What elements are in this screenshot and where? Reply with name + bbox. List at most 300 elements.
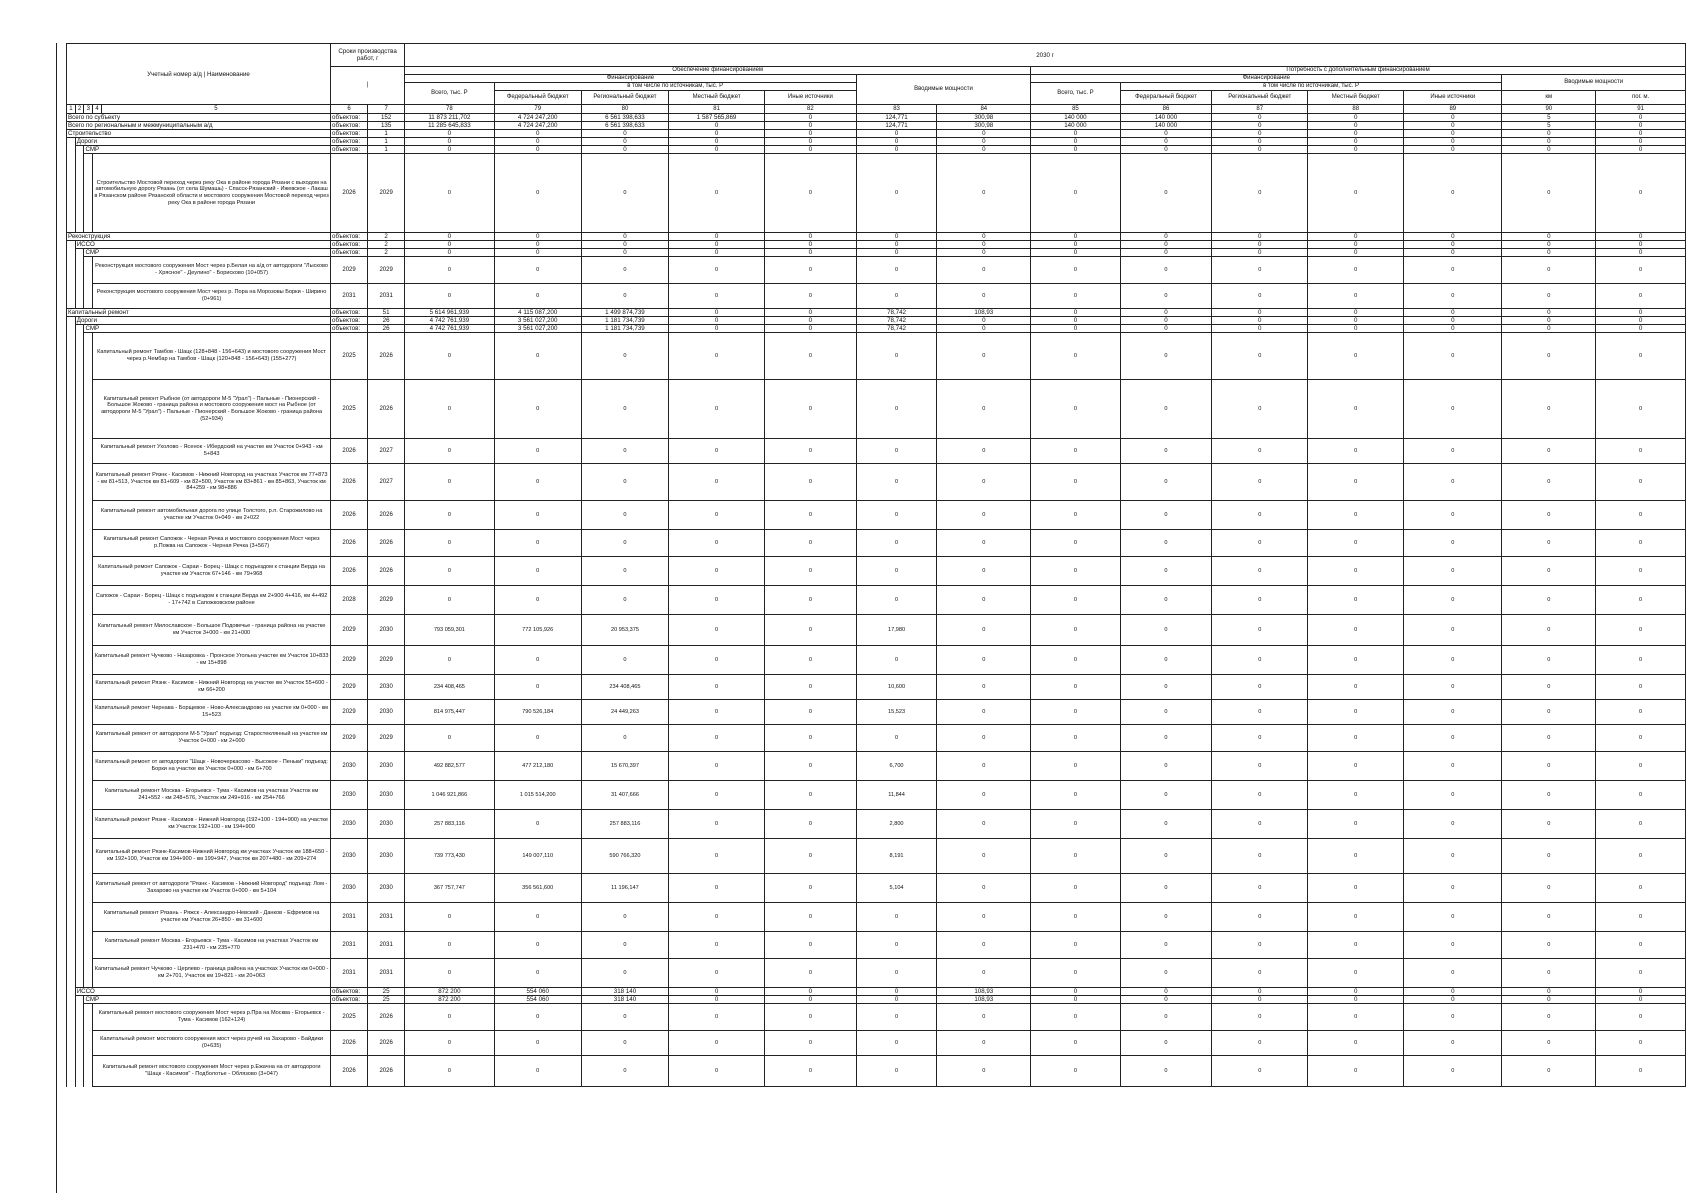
value-cell: 108,93 — [937, 988, 1031, 996]
colnum: 1 — [67, 105, 76, 114]
value-cell: 0 — [765, 903, 857, 932]
value-cell: 0 — [765, 839, 857, 874]
start-year: 2029 — [331, 646, 368, 675]
value-cell: 0 — [405, 249, 494, 257]
value-cell: 0 — [1031, 874, 1120, 903]
value-cell: 0 — [1120, 586, 1212, 615]
summary-label: Дороги — [75, 317, 330, 325]
end-year: 2030 — [368, 874, 405, 903]
value-cell: 0 — [669, 122, 765, 130]
value-cell: 0 — [937, 284, 1031, 309]
value-cell: 0 — [856, 959, 937, 988]
value-cell: 0 — [1120, 138, 1212, 146]
value-cell: 0 — [1120, 1031, 1212, 1056]
value-cell: 0 — [1212, 700, 1308, 725]
summary-label: СМР — [84, 996, 331, 1004]
indent-cell — [84, 675, 93, 700]
value-cell: 0 — [669, 752, 765, 781]
value-cell: 0 — [1308, 146, 1404, 154]
table-row — [67, 959, 1686, 988]
value-cell: 0 — [1031, 249, 1120, 257]
value-cell: 0 — [1031, 996, 1120, 1004]
indent-cell — [84, 154, 93, 233]
value-cell: 0 — [405, 959, 494, 988]
value-cell: 0 — [494, 586, 581, 615]
value-cell: 0 — [1308, 333, 1404, 380]
value-cell: 124,771 — [856, 122, 937, 130]
value-cell: 772 105,926 — [494, 615, 581, 646]
value-cell: 11,844 — [856, 781, 937, 810]
value-cell: 0 — [1502, 557, 1596, 586]
value-cell: 0 — [1031, 501, 1120, 530]
value-cell: 0 — [1031, 615, 1120, 646]
value-cell: 0 — [765, 615, 857, 646]
header-financing: Финансирование — [405, 75, 857, 83]
value-cell: 0 — [1212, 932, 1308, 959]
value-cell: 0 — [1212, 325, 1308, 333]
value-cell: 0 — [1502, 249, 1596, 257]
value-cell: 0 — [669, 810, 765, 839]
value-cell: 1 499 874,739 — [581, 309, 668, 317]
value-cell: 0 — [1212, 903, 1308, 932]
value-cell: 0 — [1502, 752, 1596, 781]
value-cell: 0 — [1212, 380, 1308, 439]
start-year: 2029 — [331, 615, 368, 646]
object-name: Реконструкция мостового сооружения Мост через р. Пора на Морозовы Борки - Ширино (0+961) — [93, 284, 331, 309]
value-cell: 0 — [405, 284, 494, 309]
summary-unit: объектов: — [331, 241, 368, 249]
indent-cell — [84, 781, 93, 810]
value-cell: 0 — [1212, 1004, 1308, 1031]
value-cell: 0 — [1404, 1056, 1502, 1087]
value-cell: 0 — [1502, 781, 1596, 810]
value-cell: 0 — [1502, 959, 1596, 988]
start-year: 2030 — [331, 810, 368, 839]
table-row — [67, 530, 1686, 557]
end-year: 2031 — [368, 959, 405, 988]
value-cell: 0 — [1596, 114, 1686, 122]
value-cell: 0 — [1120, 146, 1212, 154]
value-cell: 0 — [494, 439, 581, 464]
value-cell: 0 — [1120, 333, 1212, 380]
summary-row — [67, 233, 1686, 241]
value-cell: 0 — [494, 725, 581, 752]
value-cell: 0 — [405, 1031, 494, 1056]
value-cell: 0 — [1502, 154, 1596, 233]
value-cell: 0 — [1596, 1004, 1686, 1031]
value-cell: 0 — [1404, 325, 1502, 333]
value-cell: 0 — [1212, 615, 1308, 646]
value-cell: 0 — [1308, 138, 1404, 146]
start-year: 2029 — [331, 675, 368, 700]
value-cell: 0 — [581, 903, 668, 932]
colnum: 2 — [75, 105, 84, 114]
value-cell: 0 — [1596, 874, 1686, 903]
indent-cell — [75, 325, 84, 333]
header-provision: Обеспечение финансированием — [405, 67, 1031, 75]
value-cell: 0 — [669, 138, 765, 146]
object-name: Капитальный ремонт автомобильная дорога по улице Толстого, р.п. Старожилово на участке км Участок 0+049 - км 2+022 — [93, 501, 331, 530]
value-cell: 0 — [1120, 752, 1212, 781]
value-cell: 790 526,184 — [494, 700, 581, 725]
colnum: 81 — [669, 105, 765, 114]
value-cell: 0 — [1120, 1004, 1212, 1031]
indent-cell — [67, 333, 76, 380]
start-year: 2028 — [331, 586, 368, 615]
indent-cell — [75, 675, 84, 700]
value-cell: 0 — [1308, 932, 1404, 959]
indent-cell — [84, 725, 93, 752]
value-cell: 0 — [1308, 501, 1404, 530]
value-cell: 0 — [669, 874, 765, 903]
value-cell: 0 — [581, 380, 668, 439]
value-cell: 4 724 247,200 — [494, 114, 581, 122]
value-cell: 10,600 — [856, 675, 937, 700]
value-cell: 0 — [1031, 317, 1120, 325]
value-cell: 0 — [1404, 996, 1502, 1004]
header-financing-need: Финансирование — [1031, 75, 1502, 83]
indent-cell — [67, 959, 76, 988]
header-by-source: в том числе по источникам, тыс. Р — [494, 83, 856, 91]
object-name: Капитальный ремонт Рыбное (от автодороги М-5 "Урал") - Пальные - Пионерский - Большое Жоково - граница района и мостового сооружения мост на Рыбное (от автодороги М-5 "Урал") - Пальные - Пионерский - Большое Жоково - граница района (52+934) — [93, 380, 331, 439]
value-cell: 0 — [1031, 959, 1120, 988]
value-cell: 0 — [1502, 1004, 1596, 1031]
indent-cell — [75, 284, 84, 309]
indent-cell — [67, 586, 76, 615]
value-cell: 4 724 247,200 — [494, 122, 581, 130]
value-cell: 0 — [937, 675, 1031, 700]
value-cell: 0 — [1031, 241, 1120, 249]
value-cell: 11 196,147 — [581, 874, 668, 903]
indent-cell — [75, 257, 84, 284]
value-cell: 0 — [1404, 1004, 1502, 1031]
value-cell: 0 — [1031, 325, 1120, 333]
header-local: Местный бюджет — [669, 91, 765, 105]
summary-label: СМР — [84, 249, 331, 257]
value-cell: 0 — [1308, 988, 1404, 996]
value-cell: 0 — [1502, 988, 1596, 996]
summary-count: 1 — [368, 146, 405, 154]
value-cell: 0 — [1404, 130, 1502, 138]
colnum: 7 — [368, 105, 405, 114]
value-cell: 0 — [937, 530, 1031, 557]
end-year: 2031 — [368, 903, 405, 932]
value-cell: 0 — [494, 138, 581, 146]
value-cell: 0 — [1120, 557, 1212, 586]
indent-cell — [67, 464, 76, 501]
value-cell: 0 — [1212, 752, 1308, 781]
value-cell: 0 — [1120, 959, 1212, 988]
value-cell: 0 — [856, 903, 937, 932]
value-cell: 0 — [1308, 996, 1404, 1004]
value-cell: 0 — [669, 249, 765, 257]
value-cell: 0 — [1404, 501, 1502, 530]
indent-cell — [75, 530, 84, 557]
value-cell: 0 — [1308, 675, 1404, 700]
table-row — [67, 586, 1686, 615]
value-cell: 0 — [669, 317, 765, 325]
end-year: 2031 — [368, 284, 405, 309]
start-year: 2026 — [331, 439, 368, 464]
value-cell: 0 — [581, 257, 668, 284]
table-row — [67, 615, 1686, 646]
value-cell: 0 — [856, 1031, 937, 1056]
value-cell: 0 — [405, 380, 494, 439]
end-year: 2026 — [368, 557, 405, 586]
object-name: Строительство Мостовой переход через реку Ока в районе города Рязани с выходом на автомобильную дорогу Рязань (от села Шумашь) - Спасск-Рязанский - Ижевское - Лакаш в Рязанском районе Рязанской области и мостового сооружения Мостовой переход через реку Ока в районе города Рязани — [93, 154, 331, 233]
value-cell: 78,742 — [856, 317, 937, 325]
value-cell: 0 — [1404, 675, 1502, 700]
value-cell: 739 773,430 — [405, 839, 494, 874]
value-cell: 0 — [1596, 380, 1686, 439]
indent-cell — [75, 333, 84, 380]
table-row — [67, 1031, 1686, 1056]
indent-cell — [84, 810, 93, 839]
summary-label: ИССО — [75, 241, 330, 249]
value-cell: 0 — [1031, 1056, 1120, 1087]
value-cell: 0 — [1212, 1056, 1308, 1087]
value-cell: 0 — [494, 380, 581, 439]
value-cell: 0 — [765, 586, 857, 615]
indent-cell — [67, 839, 76, 874]
value-cell: 0 — [1212, 122, 1308, 130]
summary-label: СМР — [84, 325, 331, 333]
summary-count: 2 — [368, 241, 405, 249]
value-cell: 0 — [1212, 501, 1308, 530]
value-cell: 8,191 — [856, 839, 937, 874]
value-cell: 0 — [581, 284, 668, 309]
value-cell: 0 — [1031, 464, 1120, 501]
value-cell: 0 — [856, 501, 937, 530]
value-cell: 4 742 761,939 — [405, 325, 494, 333]
indent-cell — [67, 557, 76, 586]
object-name: Капитальный ремонт мостового сооружения мост через ручей на Захарово - Байдики (0+635) — [93, 1031, 331, 1056]
value-cell: 0 — [669, 1056, 765, 1087]
table-row — [67, 903, 1686, 932]
table-row — [67, 725, 1686, 752]
indent-cell — [75, 154, 84, 233]
colnum: 5 — [101, 105, 330, 114]
indent-cell — [84, 903, 93, 932]
value-cell: 0 — [765, 146, 857, 154]
value-cell: 0 — [1308, 249, 1404, 257]
value-cell: 0 — [1502, 1031, 1596, 1056]
value-cell: 0 — [1031, 586, 1120, 615]
value-cell: 0 — [1502, 325, 1596, 333]
object-name: Капитальный ремонт Рязань - Ряжск - Александро-Невский - Данков - Ефремов на участке км Участок 26+850 - км 31+600 — [93, 903, 331, 932]
value-cell: 5 — [1502, 122, 1596, 130]
value-cell: 0 — [405, 257, 494, 284]
value-cell: 0 — [1308, 1031, 1404, 1056]
value-cell: 0 — [856, 725, 937, 752]
summary-label: Капитальный ремонт — [67, 309, 331, 317]
value-cell: 0 — [1212, 146, 1308, 154]
summary-row — [67, 309, 1686, 317]
value-cell: 0 — [669, 1031, 765, 1056]
value-cell: 0 — [765, 988, 857, 996]
value-cell: 24 449,263 — [581, 700, 668, 725]
end-year: 2026 — [368, 530, 405, 557]
value-cell: 1 587 565,869 — [669, 114, 765, 122]
table-row — [67, 284, 1686, 309]
value-cell: 0 — [669, 257, 765, 284]
value-cell: 0 — [581, 1004, 668, 1031]
indent-cell — [75, 700, 84, 725]
value-cell: 0 — [1212, 114, 1308, 122]
value-cell: 0 — [494, 146, 581, 154]
value-cell: 0 — [1308, 874, 1404, 903]
value-cell: 0 — [1212, 154, 1308, 233]
value-cell: 0 — [856, 530, 937, 557]
value-cell: 0 — [669, 233, 765, 241]
header-regional-need: Региональный бюджет — [1212, 91, 1308, 105]
value-cell: 0 — [765, 154, 857, 233]
value-cell: 0 — [937, 752, 1031, 781]
value-cell: 0 — [1596, 988, 1686, 996]
colnum: 6 — [331, 105, 368, 114]
value-cell: 5 614 961,939 — [405, 309, 494, 317]
value-cell: 0 — [1404, 646, 1502, 675]
value-cell: 0 — [1308, 241, 1404, 249]
object-name: Капитальный ремонт от автодороги "Шацк - Новочеркасово - Высокое - Пеньки" подъезд: Борки на участке км Участок 0+000 - км 6+700 — [93, 752, 331, 781]
end-year: 2030 — [368, 781, 405, 810]
summary-count: 152 — [368, 114, 405, 122]
value-cell: 0 — [937, 839, 1031, 874]
summary-unit: объектов: — [331, 249, 368, 257]
value-cell: 0 — [669, 615, 765, 646]
object-name: Капитальный ремонт Сапожок - Сараи - Борец - Шацк с подъездом к станции Верда на участке км Участок 67+146 - км 79+968 — [93, 557, 331, 586]
value-cell: 0 — [1308, 839, 1404, 874]
value-cell: 0 — [494, 464, 581, 501]
value-cell: 0 — [1308, 530, 1404, 557]
end-year: 2030 — [368, 700, 405, 725]
value-cell: 0 — [1404, 752, 1502, 781]
value-cell: 0 — [1031, 839, 1120, 874]
summary-label: Всего по региональным и межмуниципальным а/д — [67, 122, 331, 130]
table-row — [67, 439, 1686, 464]
value-cell: 0 — [669, 241, 765, 249]
value-cell: 78,742 — [856, 325, 937, 333]
indent-cell — [75, 996, 84, 1004]
header-federal-need: Федеральный бюджет — [1120, 91, 1212, 105]
indent-cell — [84, 839, 93, 874]
value-cell: 0 — [1404, 959, 1502, 988]
header-inputs-need: Вводимые мощности — [1502, 75, 1686, 91]
summary-row — [67, 138, 1686, 146]
value-cell: 0 — [581, 501, 668, 530]
indent-cell — [67, 615, 76, 646]
indent-cell — [67, 700, 76, 725]
value-cell: 0 — [856, 586, 937, 615]
end-year: 2030 — [368, 752, 405, 781]
value-cell: 0 — [1212, 333, 1308, 380]
summary-row — [67, 130, 1686, 138]
indent-cell — [75, 146, 84, 154]
value-cell: 0 — [1596, 130, 1686, 138]
value-cell: 0 — [581, 725, 668, 752]
value-cell: 0 — [765, 257, 857, 284]
value-cell: 0 — [765, 249, 857, 257]
indent-cell — [75, 615, 84, 646]
value-cell: 0 — [937, 333, 1031, 380]
value-cell: 0 — [1596, 122, 1686, 130]
value-cell: 0 — [1596, 810, 1686, 839]
indent-cell — [84, 586, 93, 615]
value-cell: 0 — [1308, 154, 1404, 233]
value-cell: 257 883,116 — [581, 810, 668, 839]
summary-unit: объектов: — [331, 138, 368, 146]
summary-count: 25 — [368, 996, 405, 1004]
indent-cell — [67, 675, 76, 700]
value-cell: 0 — [1308, 284, 1404, 309]
start-year: 2030 — [331, 874, 368, 903]
value-cell: 0 — [765, 380, 857, 439]
value-cell: 0 — [494, 810, 581, 839]
value-cell: 0 — [856, 257, 937, 284]
value-cell: 124,771 — [856, 114, 937, 122]
end-year: 2026 — [368, 1031, 405, 1056]
value-cell: 0 — [1031, 233, 1120, 241]
value-cell: 0 — [1596, 241, 1686, 249]
value-cell: 0 — [1404, 988, 1502, 996]
summary-count: 25 — [368, 988, 405, 996]
value-cell: 0 — [494, 959, 581, 988]
summary-row — [67, 988, 1686, 996]
indent-cell — [75, 781, 84, 810]
value-cell: 0 — [1212, 233, 1308, 241]
value-cell: 0 — [1308, 646, 1404, 675]
value-cell: 0 — [765, 725, 857, 752]
indent-cell — [75, 874, 84, 903]
colnum: 78 — [405, 105, 494, 114]
value-cell: 0 — [581, 1056, 668, 1087]
value-cell: 0 — [1404, 932, 1502, 959]
value-cell: 0 — [1502, 903, 1596, 932]
indent-cell — [75, 903, 84, 932]
value-cell: 0 — [494, 557, 581, 586]
value-cell: 0 — [494, 903, 581, 932]
indent-cell — [67, 932, 76, 959]
value-cell: 0 — [1031, 284, 1120, 309]
value-cell: 0 — [937, 1004, 1031, 1031]
value-cell: 0 — [1120, 700, 1212, 725]
end-year: 2029 — [368, 586, 405, 615]
value-cell: 814 975,447 — [405, 700, 494, 725]
value-cell: 0 — [405, 439, 494, 464]
value-cell: 0 — [1502, 138, 1596, 146]
value-cell: 0 — [1212, 249, 1308, 257]
value-cell: 0 — [1308, 1004, 1404, 1031]
value-cell: 0 — [1031, 988, 1120, 996]
summary-label: Строительство — [67, 130, 331, 138]
value-cell: 0 — [1031, 700, 1120, 725]
indent-cell — [84, 874, 93, 903]
value-cell: 0 — [1308, 586, 1404, 615]
end-year: 2030 — [368, 839, 405, 874]
value-cell: 4 742 761,939 — [405, 317, 494, 325]
value-cell: 0 — [765, 557, 857, 586]
value-cell: 0 — [1212, 996, 1308, 1004]
value-cell: 0 — [1502, 309, 1596, 317]
end-year: 2026 — [368, 501, 405, 530]
value-cell: 0 — [1031, 932, 1120, 959]
value-cell: 0 — [581, 130, 668, 138]
column-number-row — [67, 105, 1686, 114]
value-cell: 0 — [669, 146, 765, 154]
value-cell: 0 — [765, 122, 857, 130]
value-cell: 0 — [1120, 309, 1212, 317]
indent-cell — [67, 752, 76, 781]
